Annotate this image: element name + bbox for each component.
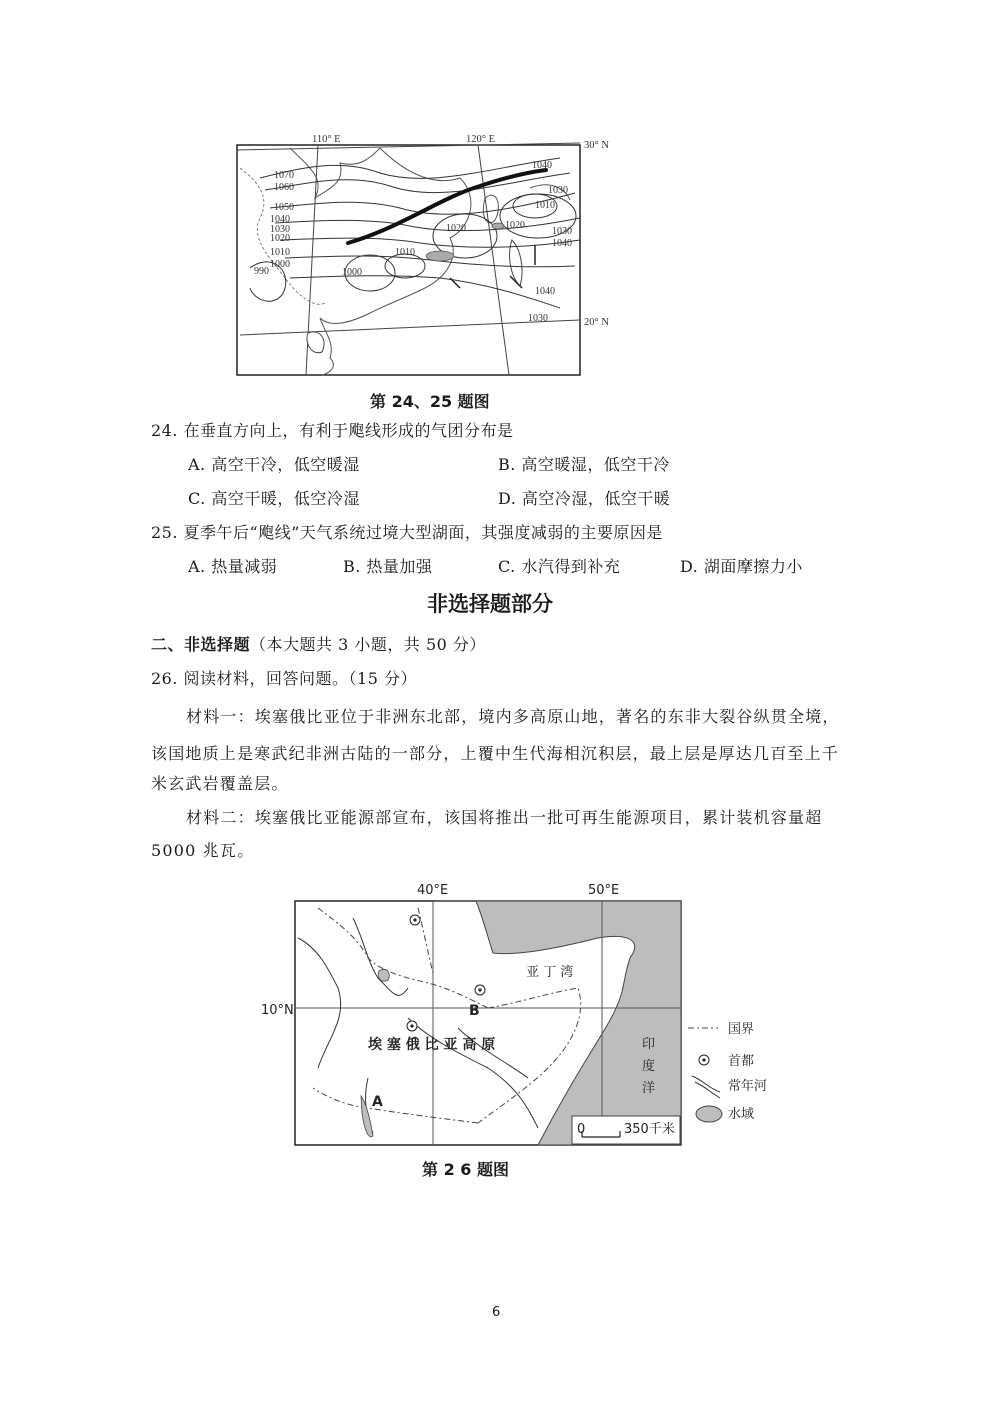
water-legend-icon [696,1106,722,1122]
isobar-label: 990 [254,266,269,277]
capital-legend-icon [699,1055,709,1065]
isobar-label: 1030 [270,224,290,235]
isobar-label: 1040 [552,238,572,249]
capital-marker-north [410,915,420,925]
q25-stem: 25. 夏季午后“飑线”天气系统过境大型湖面，其强度减弱的主要原因是 [151,523,663,542]
legend-water: 水域 [728,1107,755,1122]
gulf-label: 亚 丁 湾 [526,965,574,980]
material2-line1: 材料二：埃塞俄比亚能源部宣布，该国将推出一批可再生能源项目，累计装机容量超 [186,808,823,827]
scale-label: 350千米 [624,1122,675,1137]
map1-caption: 第 24、25 题图 [370,392,490,411]
scale-zero: 0 [577,1122,586,1137]
q24-option-b: B. 高空暖湿，低空干冷 [498,455,670,474]
isobar-label: 1020 [505,220,525,231]
section-heading [151,632,486,655]
squall-line-map [230,128,630,380]
ocean-label-2: 度 [642,1059,656,1074]
ocean-label-1: 印 [642,1037,656,1052]
river-legend-icon [692,1076,720,1098]
isobar-label: 1070 [274,170,294,181]
isobar-label: 1030 [552,226,572,237]
capital-marker-djibouti [475,985,485,995]
section-heading-note: （本大题共 3 小题，共 50 分） [250,635,486,654]
lon-label-120: 120° E [466,134,495,145]
lon-label-110: 110° E [312,134,341,145]
q24-option-a: A. 高空干冷，低空暖湿 [188,455,360,474]
q25-option-b: B. 热量加强 [343,557,433,576]
isobar-label: 1010 [270,247,290,258]
material1-line2: 该国地质上是寒武纪非洲古陆的一部分，上覆中生代海相沉积层，最上层是厚达几百至上千 [151,744,840,763]
scale-bar [572,1116,680,1144]
q25-option-d: D. 湖面摩擦力小 [680,557,803,576]
isobar-label: 1040 [532,160,552,171]
q24-option-c: C. 高空干暖，低空冷湿 [188,489,360,508]
q24-option-d: D. 高空冷湿，低空干暖 [498,489,671,508]
page-number: 6 [492,1305,501,1320]
ocean-label-3: 洋 [642,1081,656,1096]
q24-stem: 24. 在垂直方向上，有利于飑线形成的气团分布是 [151,421,514,440]
isobar-label: 1040 [535,286,555,297]
isobar-label: 1010 [395,247,415,258]
ethiopia-map [258,878,788,1150]
material1-line1: 材料一：埃塞俄比亚位于非洲东北部，境内多高原山地，著名的东非大裂谷纵贯全境， [186,707,840,726]
q25-option-c: C. 水汽得到补充 [498,557,621,576]
material2-line2: 5000 兆瓦。 [151,841,255,860]
lat-label-10n: 10°N [261,1003,294,1018]
legend-border: 国界 [728,1022,755,1037]
plateau-label: 埃 塞 俄 比 亚 高 原 [368,1037,496,1053]
isobar-label: 1060 [274,182,294,193]
isobar-label: 1000 [270,259,290,270]
legend-river: 常年河 [728,1079,768,1094]
map-legend [688,1022,767,1122]
point-a-label: A [372,1094,383,1110]
capital-marker-addis [407,1021,417,1031]
q26-stem: 26. 阅读材料，回答问题。（15 分） [151,669,417,688]
lat-label-30: 30° N [584,140,609,151]
isobar-label: 1050 [274,202,294,213]
section-heading-label: 二、非选择题 [151,635,251,654]
lon-label-50e: 50°E [588,883,620,898]
isobar-label: 1010 [535,200,555,211]
isobar-label: 1030 [548,185,568,196]
q25-option-a: A. 热量减弱 [188,557,278,576]
isobar-label: 1020 [446,223,466,234]
isobar-label: 1040 [270,214,290,225]
lon-label-40e: 40°E [417,883,449,898]
point-b-label: B [469,1003,480,1019]
isobar-label: 1030 [528,313,548,324]
lat-label-20: 20° N [584,317,609,328]
map2-caption: 第 2 6 题图 [422,1160,509,1179]
isobar-label: 1020 [270,233,290,244]
legend-capital: 首都 [728,1054,755,1069]
section-title: 非选择题部分 [427,592,553,616]
material1-line3: 米玄武岩覆盖层。 [151,774,289,793]
isobar-label: 1000 [342,267,362,278]
